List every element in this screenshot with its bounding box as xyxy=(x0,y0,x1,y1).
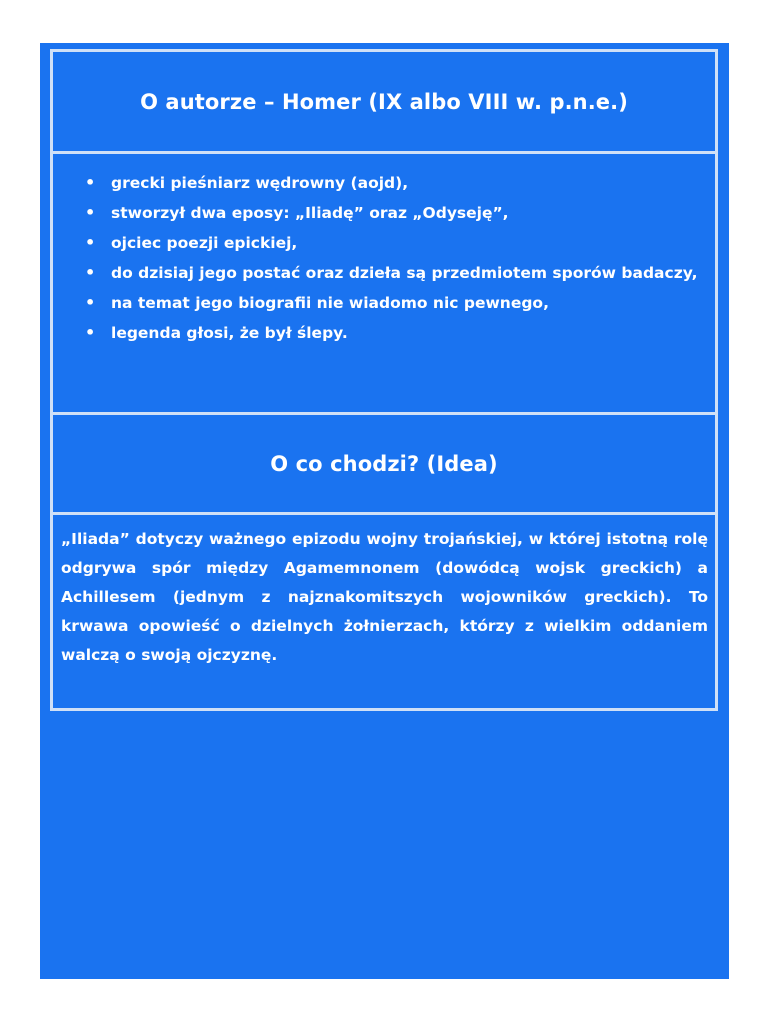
list-item: • na temat jego biografii nie wiadomo nic pewnego, xyxy=(83,288,705,318)
author-heading: O autorze – Homer (IX albo VIII w. p.n.e.) xyxy=(140,89,628,114)
list-item: • grecki pieśniarz wędrowny (aojd), xyxy=(83,168,705,198)
author-facts-list xyxy=(83,168,705,348)
info-table xyxy=(50,49,718,711)
author-facts-row xyxy=(53,154,715,415)
list-item: • stworzył dwa eposy: „Iliadę” oraz „Odyseję”, xyxy=(83,198,705,228)
list-item: • legenda głosi, że był ślepy. xyxy=(83,318,705,348)
idea-header-row xyxy=(53,415,715,515)
idea-paragraph: „Iliada” dotyczy ważnego epizodu wojny trojańskiej, w której istotną rolę odgrywa spór między Agamemnonem (dowódcą wojsk greckich) a Achillesem (jednym z najznakomitszych wojowników greckich). To krwawa opowieść o dzielnych żołnierzach, którzy z wielkim oddaniem walczą o swoją ojczyznę. xyxy=(61,530,708,664)
list-item: • do dzisiaj jego postać oraz dzieła są przedmiotem sporów badaczy, xyxy=(83,258,705,288)
list-item: • ojciec poezji epickiej, xyxy=(83,228,705,258)
idea-text-row xyxy=(53,515,715,708)
author-header-row xyxy=(53,52,715,154)
slide xyxy=(40,43,729,979)
idea-heading: O co chodzi? (Idea) xyxy=(270,451,498,476)
